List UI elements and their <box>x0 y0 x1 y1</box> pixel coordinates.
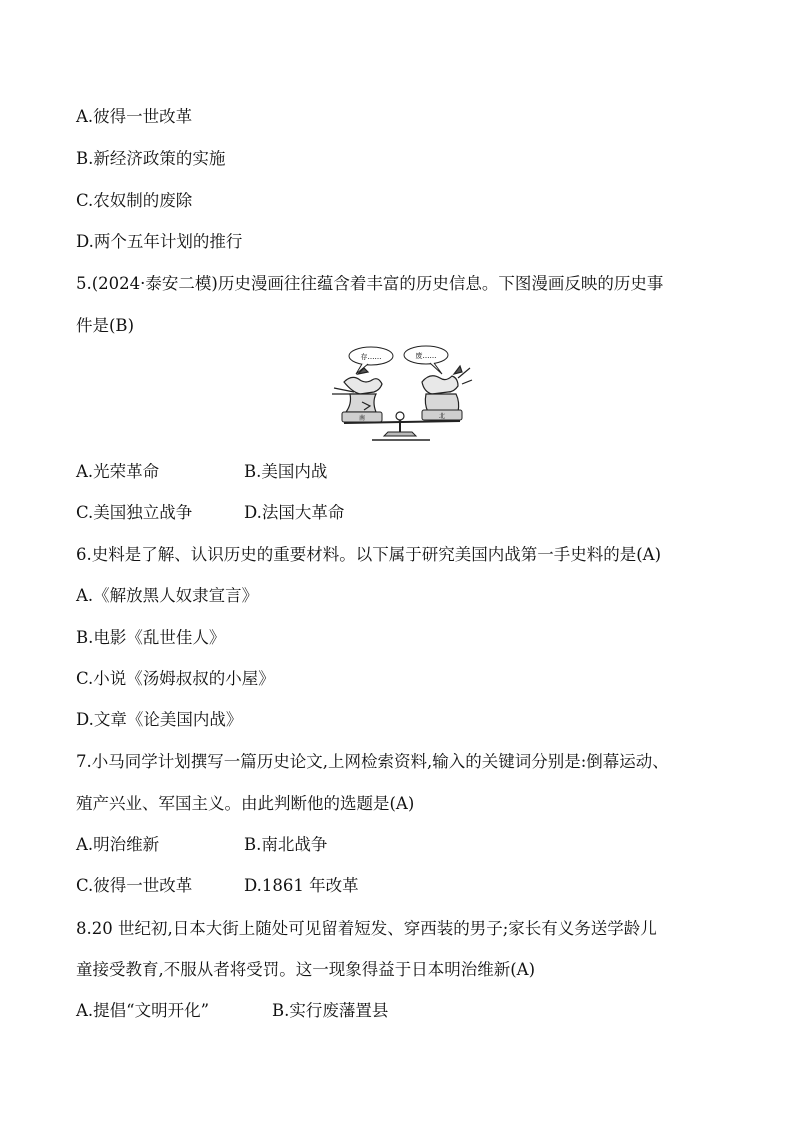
q7-option-c: C.彼得一世改革 <box>76 876 193 895</box>
q4-option-d: D.两个五年计划的推行 <box>76 232 243 251</box>
q5-option-b: B.美国内战 <box>244 462 328 481</box>
q6-option-c: C.小说《汤姆叔叔的小屋》 <box>76 669 275 688</box>
q6-option-b: B.电影《乱世佳人》 <box>76 628 226 647</box>
cartoon-bubble-right: 废…… <box>415 352 437 360</box>
q6-stem: 6.史料是了解、认识历史的重要材料。以下属于研究美国内战第一手史料的是(A) <box>76 545 662 564</box>
q7-option-a: A.明治维新 <box>76 835 160 854</box>
q5-stem-line1: 5.(2024·泰安二模)历史漫画往往蕴含着丰富的历史信息。下图漫画反映的历史事 <box>76 274 664 293</box>
q7-stem-line1: 7.小马同学计划撰写一篇历史论文,上网检索资料,输入的关键词分别是:倒幕运动、 <box>76 752 669 771</box>
q8-stem-line1: 8.20 世纪初,日本大街上随处可见留着短发、穿西装的男子;家长有义务送学龄儿 <box>76 919 657 938</box>
q7-option-b: B.南北战争 <box>244 835 328 854</box>
q5-option-d: D.法国大革命 <box>244 503 345 522</box>
q6-option-d: D.文章《论美国内战》 <box>76 710 243 729</box>
q4-option-a: A.彼得一世改革 <box>76 107 193 126</box>
q5-stem-line2: 件是(B) <box>76 316 134 335</box>
cartoon-label-right: 北 <box>438 413 446 420</box>
q7-option-d: D.1861 年改革 <box>244 876 359 895</box>
cartoon-label-left: 南 <box>358 415 366 422</box>
q5-cartoon-image <box>322 344 476 444</box>
q8-stem-line2: 童接受教育,不服从者将受罚。这一现象得益于日本明治维新(A) <box>76 960 536 979</box>
q5-option-c: C.美国独立战争 <box>76 503 193 522</box>
cartoon-bubble-left: 存…… <box>360 353 382 361</box>
q8-option-b: B.实行废藩置县 <box>272 1001 389 1020</box>
q4-option-b: B.新经济政策的实施 <box>76 149 226 168</box>
q4-option-c: C.农奴制的废除 <box>76 191 193 210</box>
q6-option-a: A.《解放黑人奴隶宣言》 <box>76 586 259 605</box>
q8-option-a: A.提倡“文明开化” <box>76 1001 210 1020</box>
q5-option-a: A.光荣革命 <box>76 462 160 481</box>
q7-stem-line2: 殖产兴业、军国主义。由此判断他的选题是(A) <box>76 794 415 813</box>
